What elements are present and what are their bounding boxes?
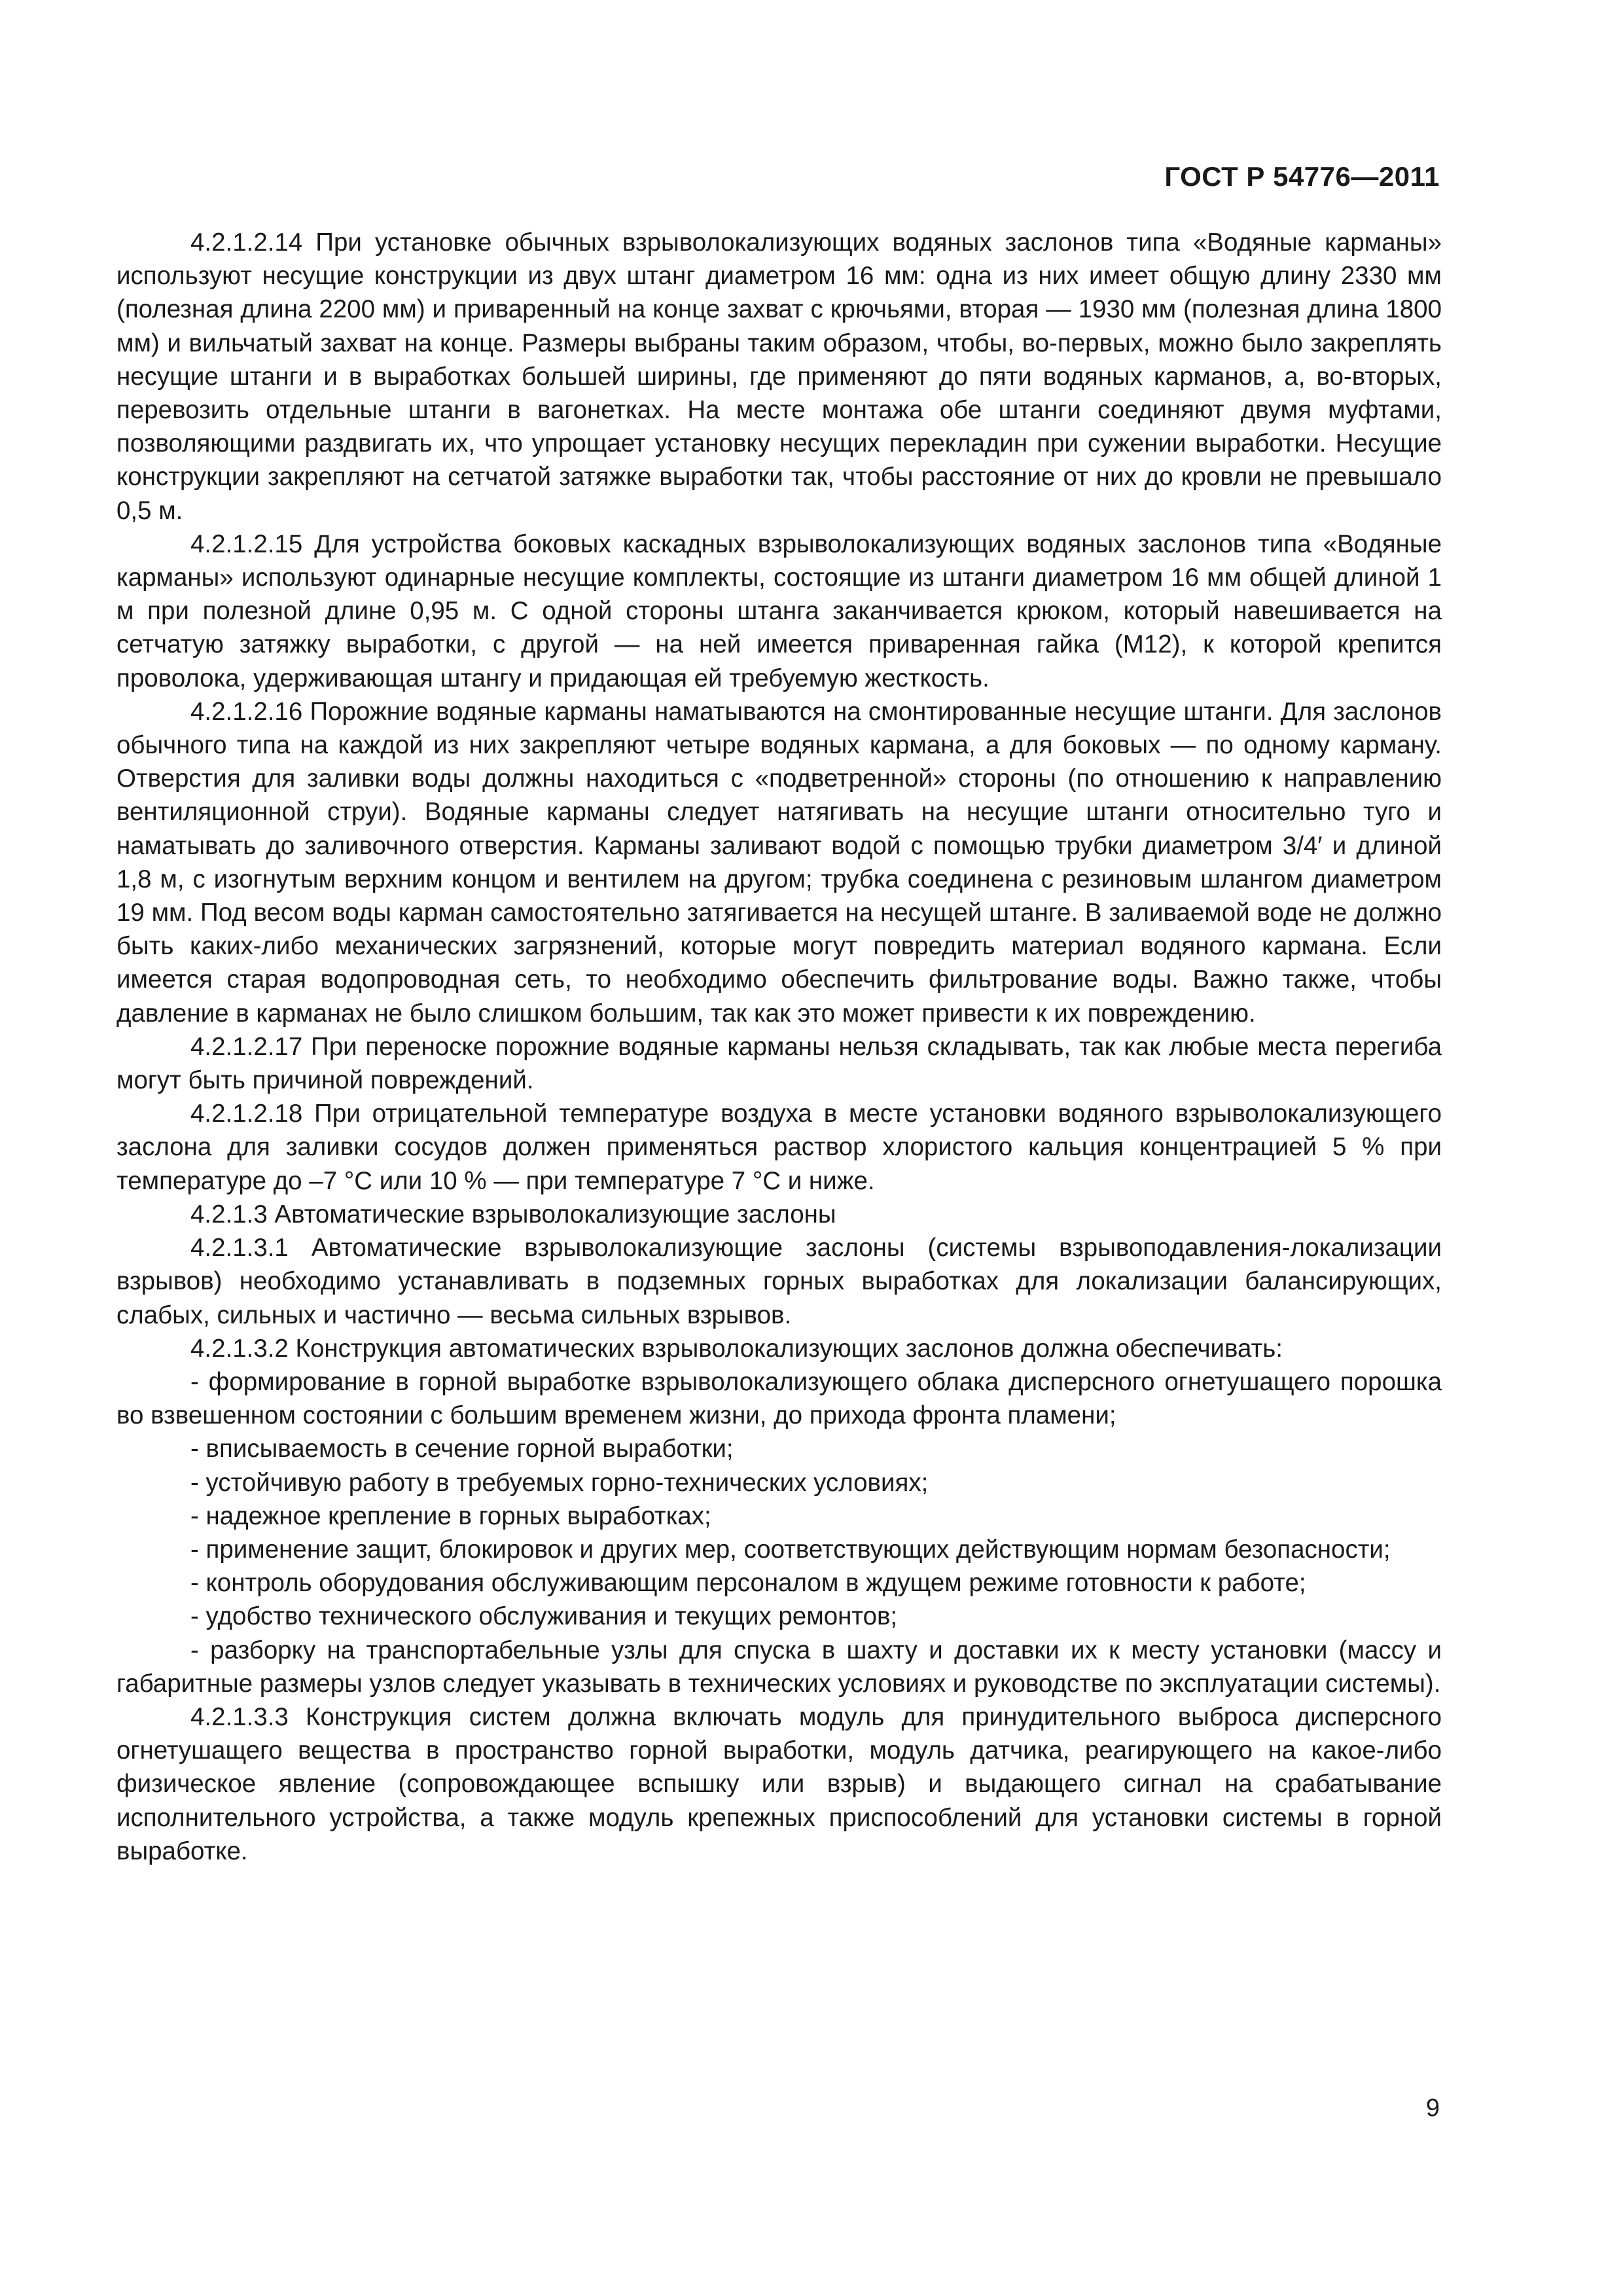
list-item: - разборку на транспортабельные узлы для спуска в шахту и доставки их к месту установки (массу и габаритные размеры узлов следует указывать в технических условиях и руководстве по эксплуатации системы).: [116, 1636, 1442, 1698]
paragraph-4-2-1-2-17: 4.2.1.2.17 При переноске порожние водяные карманы нельзя складывать, так как любые места перегиба могут быть причиной повреждений.: [116, 1032, 1442, 1095]
paragraph-4-2-1-2-14: 4.2.1.2.14 При установке обычных взрыволокализующих водяных заслонов типа «Водяные карманы» используют несущие конструкции из двух штанг диаметром 16 мм: одна из них имеет общую длину 2330 мм (полезная длина 2200 мм) и приваренный на конце захват с крючьями, вторая — 1930 мм (полезная длина 1800 мм) и вильчатый захват на конце. Размеры выбраны таким образом, чтобы, во-первых, можно было закреплять несущие штанги и в выработках большей ширины, где применяют до пяти водяных карманов, а, во-вторых, перевозить отдельные штанги в вагонетках. На месте монтажа обе штанги соединяют двумя муфтами, позволяющими раздвигать их, что упрощает установку несущих перекладин при сужении выработки. Несущие конструкции закрепляют на сетчатой затяжке выработки так, чтобы расстояние от них до кровли не превышало 0,5 м.: [116, 228, 1442, 525]
paragraph-4-2-1-3-2: 4.2.1.3.2 Конструкция автоматических взрыволокализующих заслонов должна обеспечивать:: [190, 1334, 1283, 1363]
document-header: ГОСТ Р 54776—2011: [1164, 161, 1440, 192]
list-item: - удобство технического обслуживания и текущих ремонтов;: [190, 1602, 898, 1631]
paragraph-4-2-1-3-3: 4.2.1.3.3 Конструкция систем должна включать модуль для принудительного выброса дисперсного огнетушащего вещества в пространство горной выработки, модуль датчика, реагирующего на какое-либо физическое явление (сопровождающее вспышку или взрыв) и выдающего сигнал на срабатывание исполнительного устройства, а также модуль крепежных приспособлений для установки системы в горной выработке.: [116, 1702, 1442, 1865]
list-item: - надежное крепление в горных выработках;: [190, 1501, 711, 1530]
list-item: - применение защит, блокировок и других мер, соответствующих действующим нормам безопасности;: [190, 1535, 1391, 1564]
paragraph-4-2-1-2-16: 4.2.1.2.16 Порожние водяные карманы наматываются на смонтированные несущие штанги. Для заслонов обычного типа на каждой из них закрепляют четыре водяных кармана, а для боковых — по одному карману. Отверстия для заливки воды должны находиться с «подветренной» стороны (по отношению к направлению вентиляционной струи). Водяные карманы следует натягивать на несущие штанги относительно туго и наматывать до заливочного отверстия. Карманы заливают водой с помощью трубки диаметром 3/4′ и длиной 1,8 м, с изогнутым верхним концом и вентилем на другом; трубка соединена с резиновым шлангом диаметром 19 мм. Под весом воды карман самостоятельно затягивается на несущей штанге. В заливаемой воде не должно быть каких-либо механических загрязнений, которые могут повредить материал водяного кармана. Если имеется старая водопроводная сеть, то необходимо обеспечить фильтрование воды. Важно также, чтобы давление в карманах не было слишком большим, так как это может привести к их повреждению.: [116, 697, 1442, 1028]
list-item: - контроль оборудования обслуживающим персоналом в ждущем режиме готовности к работе;: [190, 1569, 1306, 1598]
paragraph-4-2-1-2-18: 4.2.1.2.18 При отрицательной температуре воздуха в месте установки водяного взрыволокализующего заслона для заливки сосудов должен применяться раствор хлористого кальция концентрацией 5 % при температуре до –7 °С или 10 % — при температуре 7 °С и ниже.: [116, 1100, 1442, 1195]
section-heading-4-2-1-3: 4.2.1.3 Автоматические взрыволокализующие заслоны: [190, 1200, 836, 1229]
paragraph-4-2-1-2-15: 4.2.1.2.15 Для устройства боковых каскадных взрыволокализующих водяных заслонов типа «Водяные карманы» используют одинарные несущие комплекты, состоящие из штанги диаметром 16 мм общей длиной 1 м при полезной длине 0,95 м. С одной стороны штанга заканчивается крюком, который навешивается на сетчатую затяжку выработки, с другой — на ней имеется приваренная гайка (М12), к которой крепится проволока, удерживающая штангу и придающая ей требуемую жесткость.: [116, 529, 1442, 692]
list-item: - вписываемость в сечение горной выработки;: [190, 1435, 734, 1463]
list-item: - устойчивую работу в требуемых горно-технических условиях;: [190, 1468, 929, 1497]
page-number: 9: [1425, 2094, 1440, 2122]
document-body: [116, 226, 1442, 1868]
paragraph-4-2-1-3-1: 4.2.1.3.1 Автоматические взрыволокализующие заслоны (системы взрывоподавления-локализации взрывов) необходимо устанавливать в подземных горных выработках для локализации балансирующих, слабых, сильных и частично — весьма сильных взрывов.: [116, 1234, 1442, 1329]
list-item: - формирование в горной выработке взрыволокализующего облака дисперсного огнетушащего порошка во взвешенном состоянии с большим временем жизни, до прихода фронта пламени;: [116, 1367, 1442, 1430]
